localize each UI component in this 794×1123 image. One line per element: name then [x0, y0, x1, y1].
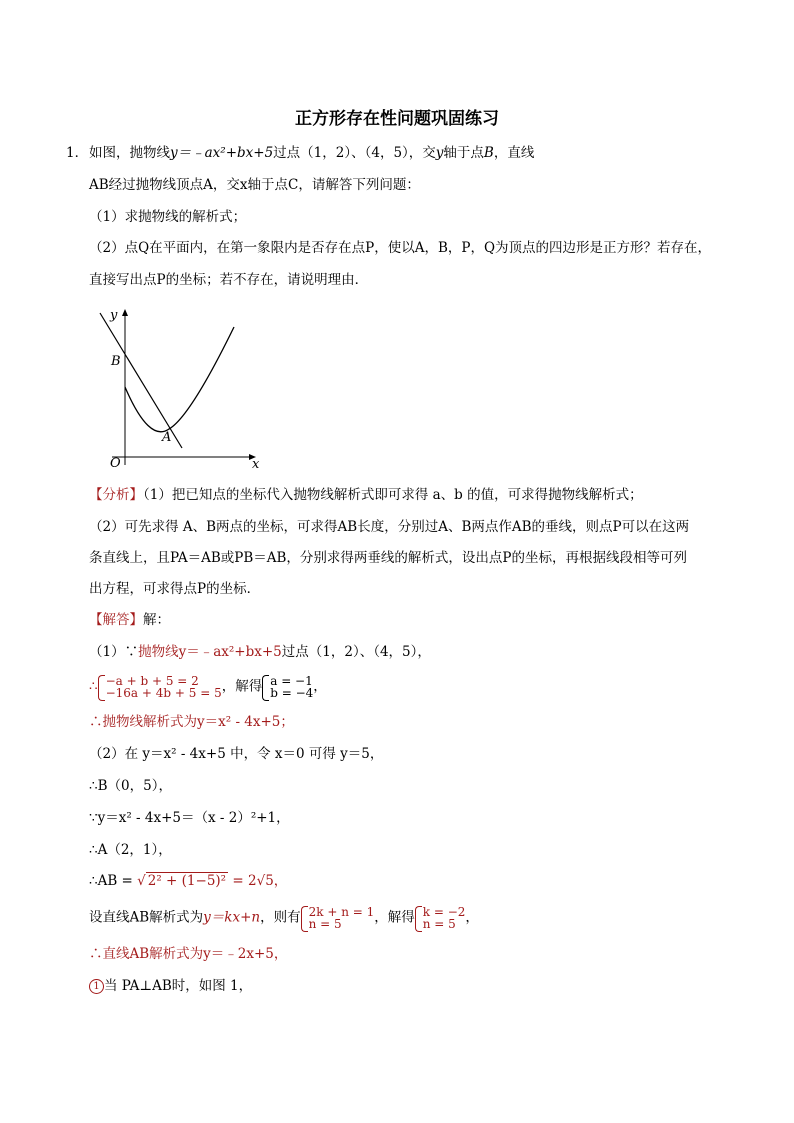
subquestion-2-line-2: 直接写出点P的坐标；若不存在，请说明理由．: [89, 272, 369, 288]
answer-heading: 【解答】解：: [89, 612, 170, 628]
analysis-tag: 【分析】: [89, 487, 143, 503]
answer-line-9: 设直线AB解析式为y＝kx+n，则有 2k + n = 1 n = 5 ，解得 k = −2 n = 5 ，: [89, 905, 479, 931]
y-axis-arrow: [122, 309, 128, 316]
analysis-line-1: 【分析】（1）把已知点的坐标代入抛物线解析式即可求得 a、b 的值，可求得抛物线解析式；: [89, 487, 643, 503]
question-line-2: AB经过抛物线顶点A，交x轴于点C，请解答下列问题：: [89, 177, 420, 193]
label-a: A: [162, 430, 172, 445]
answer-line-4: （2）在 y＝x² - 4x+5 中，令 x＝0 可得 y＝5，: [89, 746, 384, 762]
subquestion-2-line-1: （2）点Q在平面内，在第一象限内是否存在点P，使以A，B，P，Q为顶点的四边形是正方形？若存在，: [89, 240, 712, 256]
question-number: 1．: [66, 145, 89, 161]
page-title: 正方形存在性问题巩固练习: [295, 109, 499, 129]
answer-line-5: ∴B（0，5），: [89, 778, 172, 794]
solution-system-1: a = −1 b = −4: [262, 675, 313, 699]
label-y: y: [110, 308, 118, 323]
label-o: O: [110, 456, 121, 471]
label-b: B: [111, 354, 121, 369]
answer-tag: 【解答】: [89, 612, 143, 628]
analysis-line-4: 出方程，可求得点P的坐标．: [89, 581, 261, 597]
answer-line-11: 1 当 PA⊥AB时，如图 1，: [89, 976, 252, 996]
answer-line-3: ∴抛物线解析式为y＝x² - 4x+5；: [89, 714, 294, 730]
answer-line-2: ∴ −a + b + 5 = 2 −16a + 4b + 5 = 5 ，解得 a = −1 b = −4 ，: [89, 674, 327, 700]
equation-system-2: 2k + n = 1 n = 5: [301, 906, 375, 930]
analysis-line-2: （2）可先求得 A、B两点的坐标，可求得AB长度，分别过A、B两点作AB的垂线，则点P可以在这两: [89, 519, 690, 535]
subquestion-1: （1）求抛物线的解析式；: [89, 209, 247, 225]
parabola-figure: [92, 305, 272, 475]
answer-line-7: ∴A（2，1），: [89, 842, 172, 858]
answer-line-10: ∴直线AB解析式为y＝﹣2x+5，: [89, 946, 288, 962]
question-line-1: 如图，抛物线y＝﹣ax²+bx+5过点（1，2）、（4，5），交y轴于点B，直线: [89, 145, 535, 161]
answer-line-8: ∴AB = √ 2² + (1−5)² = 2√5，: [89, 873, 288, 889]
answer-line-1: （1）∵抛物线y＝﹣ax²+bx+5过点（1，2）、（4，5），: [89, 644, 431, 660]
label-x: x: [252, 457, 260, 472]
equation-system-1: −a + b + 5 = 2 −16a + 4b + 5 = 5: [98, 675, 222, 699]
solution-system-2: k = −2 n = 5: [415, 906, 466, 930]
parabola-curve: [125, 327, 234, 432]
answer-line-6: ∵y＝x² - 4x+5＝（x - 2）²+1，: [89, 810, 290, 826]
line-ab: [100, 313, 182, 448]
analysis-line-3: 条直线上，且PA＝AB或PB＝AB，分别求得两垂线的解析式，设出点P的坐标，再根据线段相等可列: [89, 550, 688, 566]
circled-number: 1: [89, 979, 104, 994]
